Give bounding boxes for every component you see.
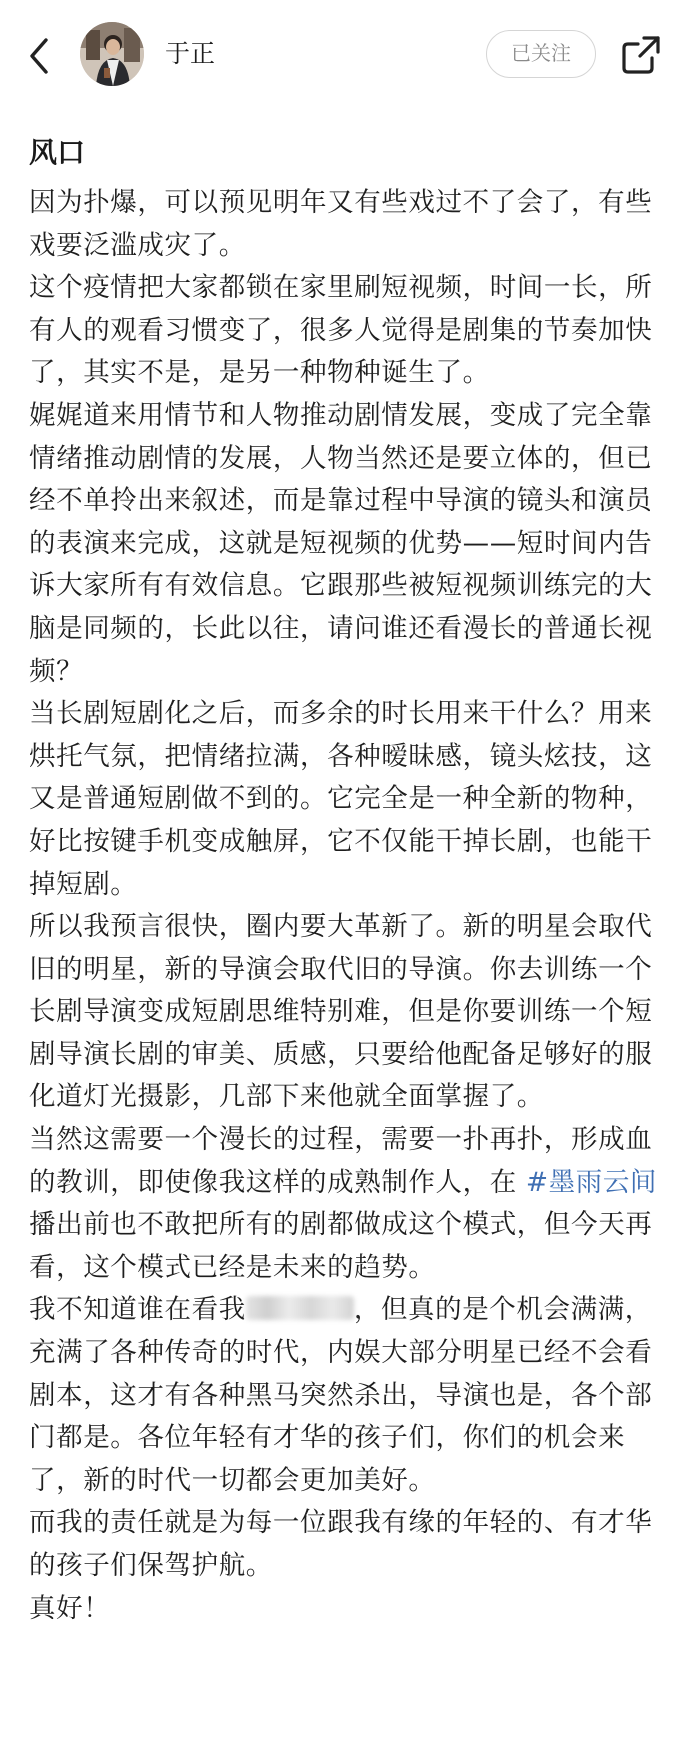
- back-button[interactable]: [26, 36, 56, 76]
- post-paragraph-with-hashtag: [29, 1119, 661, 1289]
- post-paragraph: 而我的责任就是为每一位跟我有缘的年轻的、有才华的孩子们保驾护航。: [29, 1507, 653, 1581]
- paragraph-text: 当然这需要一个漫长的过程，需要一扑再扑，形成血的教训，即使像我这样的成熟制作人，在: [29, 1124, 653, 1198]
- paragraph-text: 我不知道谁在看我: [29, 1294, 246, 1326]
- avatar[interactable]: [80, 22, 144, 86]
- blurred-redaction: [246, 1296, 354, 1320]
- share-button[interactable]: [620, 34, 662, 76]
- share-external-icon: [620, 34, 662, 76]
- username[interactable]: 于正: [165, 39, 216, 68]
- post-content: [0, 108, 690, 1630]
- paragraph-text: ，但真的是个机会满满，充满了各种传奇的时代，内娱大部分明星已经不会看剧本，这才有各种黑马突然杀出，导演也是，各个部门都是。各位年轻有才华的孩子们，你们的机会来了，新的时代一切都会更加美好。: [29, 1294, 653, 1496]
- post-paragraph: 这个疫情把大家都锁在家里刷短视频，时间一长，所有人的观看习惯变了，很多人觉得是剧集的节奏加快了，其实不是，是另一种物种诞生了。: [29, 272, 653, 389]
- post-paragraph: 所以我预言很快，圈内要大革新了。新的明星会取代旧的明星，新的导演会取代旧的导演。你去训练一个长剧导演变成短剧思维特别难，但是你要训练一个短剧导演长剧的审美、质感，只要给他配备足够好的服化道灯光摄影，几部下来他就全面掌握了。: [29, 911, 653, 1113]
- hashtag-link[interactable]: #墨雨云间: [525, 1166, 658, 1198]
- post-paragraph: 真好！: [29, 1592, 111, 1624]
- chevron-left-icon: [26, 36, 56, 76]
- post-paragraph-with-redaction: [29, 1289, 661, 1502]
- post-title: 风口: [29, 136, 86, 169]
- post-paragraph: 娓娓道来用情节和人物推动剧情发展，变成了完全靠情绪推动剧情的发展，人物当然还是要立体的，但已经不单拎出来叙述，而是靠过程中导演的镜头和演员的表演来完成，这就是短视频的优势——短时间内告诉大家所有有效信息。它跟那些被短视频训练完的大脑是同频的，长此以往，请问谁还看漫长的普通长视频？: [29, 399, 653, 687]
- paragraph-text: 播出前也不敢把所有的剧都做成这个模式，但今天再看，这个模式已经是未来的趋势。: [29, 1209, 653, 1283]
- avatar-photo: [80, 22, 144, 86]
- top-bar: [0, 0, 690, 108]
- post-paragraph: 因为扑爆，可以预见明年又有些戏过不了会了，有些戏要泛滥成灾了。: [29, 187, 653, 261]
- post-paragraph: 当长剧短剧化之后，而多余的时长用来干什么？用来烘托气氛，把情绪拉满，各种暧昧感，镜头炫技，这又是普通短剧做不到的。它完全是一种全新的物种，好比按键手机变成触屏，它不仅能干掉长剧，也能干掉短剧。: [29, 698, 653, 900]
- follow-button[interactable]: 已关注: [486, 30, 596, 78]
